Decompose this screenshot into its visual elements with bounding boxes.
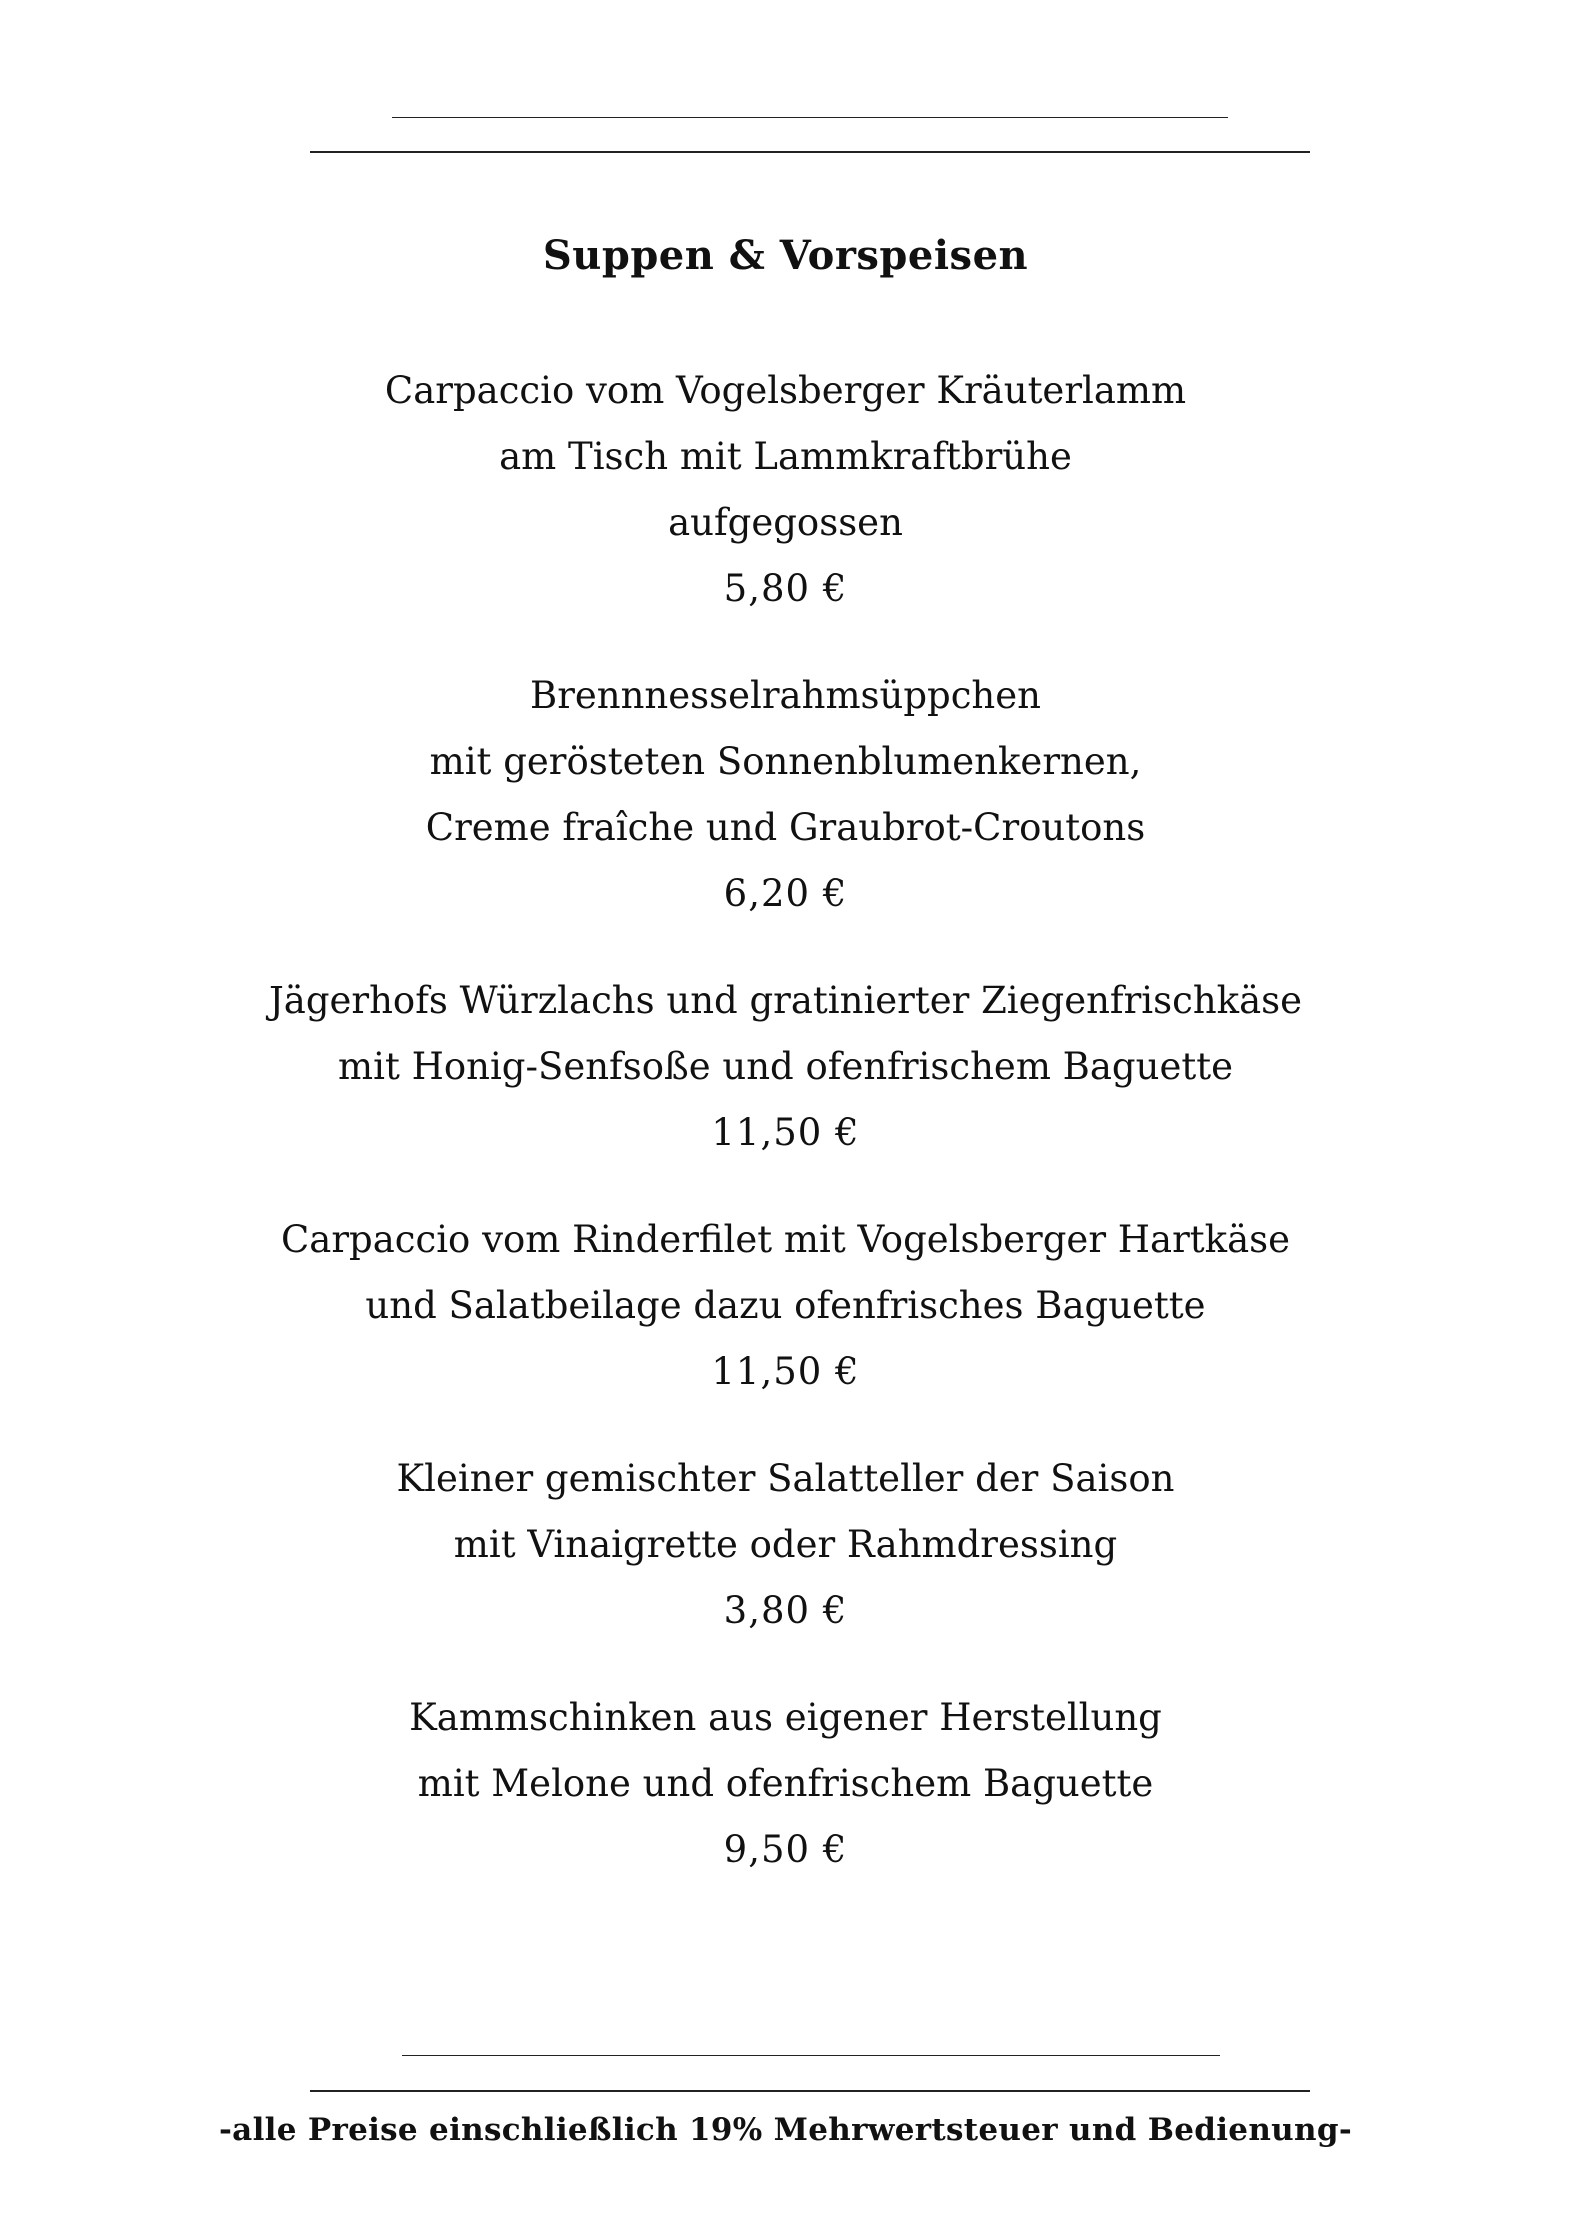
dish-description-line: Jägerhofs Würzlachs und gratinierter Ziegenfrischkäse [268, 979, 1303, 1022]
dish-description-line: und Salatbeilage dazu ofenfrisches Baguette [365, 1284, 1206, 1327]
dish-description-line: mit Honig-Senfsoße und ofenfrischem Baguette [338, 1045, 1233, 1088]
dish-description-line: aufgegossen [668, 501, 903, 544]
dish-description-line: am Tisch mit Lammkraftbrühe [499, 435, 1072, 478]
menu-item [250, 968, 1321, 1166]
dish-price: 11,50 € [711, 1111, 860, 1154]
menu-item [250, 1685, 1321, 1883]
menu-item [250, 663, 1321, 927]
bottom-divider-long [310, 2090, 1310, 2092]
dish-description-line: Brennnesselrahmsüppchen [530, 674, 1041, 717]
dish-description-line: Kleiner gemischter Salatteller der Saison [396, 1457, 1175, 1500]
bottom-divider-short [402, 2055, 1220, 2056]
dish-description-line: Carpaccio vom Vogelsberger Kräuterlamm [384, 369, 1187, 412]
dish-description-line: mit Melone und ofenfrischem Baguette [417, 1762, 1154, 1805]
price-note: -alle Preise einschließlich 19% Mehrwertsteuer und Bedienung- [219, 2112, 1352, 2148]
dish-price: 9,50 € [723, 1828, 848, 1871]
menu-item [250, 1446, 1321, 1644]
top-divider-short [392, 117, 1228, 118]
menu-list [250, 358, 1321, 1924]
menu-item [250, 358, 1321, 622]
dish-description-line: Creme fraîche und Graubrot-Croutons [425, 806, 1146, 849]
dish-description-line: mit gerösteten Sonnenblumenkernen, [429, 740, 1142, 783]
dish-description-line: Carpaccio vom Rinderfilet mit Vogelsberger Hartkäse [280, 1218, 1291, 1261]
dish-price: 3,80 € [723, 1589, 848, 1632]
dish-price: 5,80 € [723, 567, 848, 610]
top-divider-long [310, 151, 1310, 153]
dish-price: 6,20 € [723, 872, 848, 915]
dish-price: 11,50 € [711, 1350, 860, 1393]
dish-description-line: mit Vinaigrette oder Rahmdressing [453, 1523, 1118, 1566]
dish-description-line: Kammschinken aus eigener Herstellung [409, 1696, 1162, 1739]
section-title: Suppen & Vorspeisen [542, 232, 1029, 279]
menu-item [250, 1207, 1321, 1405]
